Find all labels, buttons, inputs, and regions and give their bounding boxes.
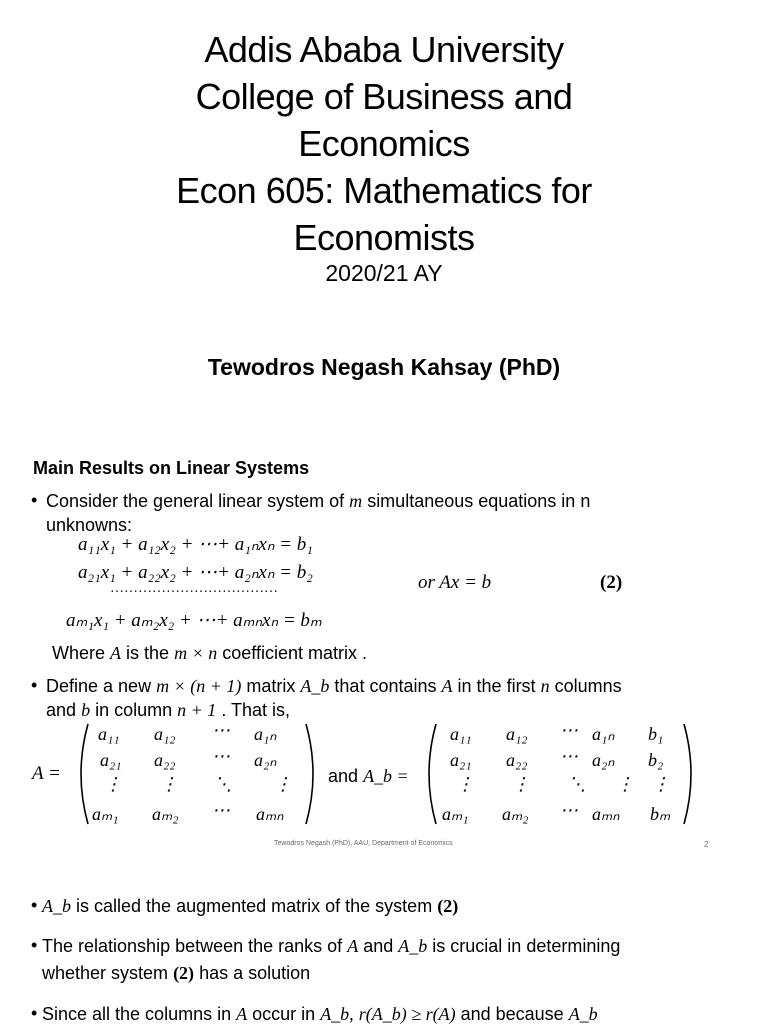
text-run: Since all the columns in	[42, 1004, 232, 1024]
matrix-cell: ⋮	[512, 774, 530, 794]
text-run: is the	[126, 643, 170, 663]
text-run: matrix	[246, 676, 296, 696]
matrix-cell: b₁	[648, 724, 664, 744]
text-run: and	[363, 936, 394, 956]
bullet-dot: •	[31, 1003, 38, 1023]
title-line: Econ 605: Mathematics for	[176, 170, 592, 211]
academic-year: 2020/21 AY	[325, 260, 443, 286]
text-run: is crucial in determining	[432, 936, 621, 956]
matrix-cell: ⋮	[616, 774, 634, 794]
matrix-cell: a₁ₙ	[592, 724, 615, 744]
right-paren-icon	[302, 722, 322, 826]
matrix-cell: a₁₂	[154, 724, 176, 744]
text-run: and	[46, 700, 77, 720]
bullet-dot: •	[31, 675, 38, 695]
matrix-cell: ⋯	[212, 800, 230, 820]
bullet-text	[42, 895, 458, 918]
matrix-cell: a₂₂	[506, 750, 528, 770]
page-number: 2	[704, 840, 709, 849]
bullet-text-cont: unknowns:	[46, 515, 133, 535]
matrix-cell: aₘ₁	[442, 804, 469, 824]
title-line: Addis Ababa University	[204, 29, 564, 70]
matrix-cell: a₂₁	[100, 750, 122, 770]
matrix-cell: ⋱	[214, 774, 232, 794]
math-var: A_b	[398, 936, 428, 956]
author-name: Tewodros Negash Kahsay (PhD)	[207, 354, 561, 380]
math-var: n	[540, 676, 550, 696]
matrix-cell: aₘₙ	[256, 804, 284, 824]
matrix-cell: a₂₁	[450, 750, 472, 770]
matrix-cell: ⋯	[560, 800, 578, 820]
math-var: A_b	[568, 1004, 598, 1024]
math-expr: A_b =	[363, 766, 409, 786]
title-line: Economists	[293, 217, 475, 258]
matrix-cell: ⋯	[560, 720, 578, 740]
bullet-dot: •	[31, 490, 38, 510]
matrix-cell: a₁ₙ	[254, 724, 277, 744]
text-run: . That is,	[221, 700, 291, 720]
equation-dots: ………………………………	[110, 581, 278, 596]
math-var: A_b,	[320, 1004, 354, 1024]
matrix-cell: ⋯	[560, 746, 578, 766]
bullet-dot: •	[31, 895, 38, 915]
matrix-cell: a₂₂	[154, 750, 176, 770]
text-run: and	[328, 766, 359, 786]
title-slide	[0, 0, 768, 418]
math-expr: r(A_b) ≥ r(A)	[358, 1004, 456, 1024]
text-run: is called the augmented matrix of the system	[76, 896, 433, 916]
math-var: b	[81, 700, 91, 720]
math-var: A	[347, 936, 359, 956]
matrix-cell: aₘ₂	[152, 804, 179, 824]
bullet-text	[46, 675, 622, 698]
matrix-cell: ⋮	[652, 774, 670, 794]
math-var: A_b	[300, 676, 330, 696]
matrix-cell: a₁₁	[98, 724, 120, 744]
matrix-cell: bₘ	[650, 804, 671, 824]
bullet-text	[46, 490, 590, 513]
math-var: A_b	[42, 896, 71, 916]
bullet-dot: •	[31, 935, 38, 955]
equation-row: aₘ₁x₁ + aₘ₂x₂ + ⋯+ aₘₙxₙ = bₘ	[66, 610, 322, 631]
matrix-cell: ⋱	[568, 774, 586, 794]
text-run: Where	[52, 643, 106, 663]
text-run: occur in	[252, 1004, 316, 1024]
matrix-cell: a₁₂	[506, 724, 528, 744]
matrix-cell: ⋮	[160, 774, 178, 794]
math-var: A	[441, 676, 453, 696]
equation-compact: or Ax = b	[418, 572, 492, 593]
slide-footer: Tewodros Negash (PhD), AAU, Department of Economics	[274, 840, 453, 847]
text-run: has a solution	[199, 963, 311, 983]
text-run: simultaneous equations in n	[367, 491, 591, 511]
bullet-text	[42, 1003, 598, 1026]
equation-ref: (2)	[437, 896, 459, 916]
matrix-a	[88, 720, 306, 824]
matrix-cell: aₘₙ	[592, 804, 620, 824]
math-expr: n + 1	[177, 700, 217, 720]
text-run: that contains	[334, 676, 437, 696]
text-run: The relationship between the ranks of	[42, 936, 343, 956]
text-run: and because	[460, 1004, 564, 1024]
equation-number: (2)	[600, 572, 623, 593]
math-expr: m × n	[174, 643, 218, 663]
matrix-cell: b₂	[648, 750, 664, 770]
slide-title	[0, 26, 768, 261]
text-run: columns	[554, 676, 622, 696]
matrix-cell: a₂ₙ	[592, 750, 615, 770]
matrix-cell: ⋮	[456, 774, 474, 794]
matrix-ab-label	[328, 765, 409, 788]
title-line: College of Business and	[195, 76, 573, 117]
equation-row: a₁₁x₁ + a₁₂x₂ + ⋯+ a₁ₙxₙ = b₁	[78, 534, 313, 555]
math-expr: m × (n + 1)	[156, 676, 242, 696]
matrix-cell: ⋯	[212, 720, 230, 740]
equation-row: a₂₁x₁ + a₂₂x₂ + ⋯+ a₂ₙxₙ = b₂	[78, 562, 313, 583]
matrix-cell: a₂ₙ	[254, 750, 277, 770]
math-var: A	[110, 643, 122, 663]
bullet-text-cont	[46, 699, 290, 722]
matrix-cell: aₘ₂	[502, 804, 529, 824]
title-line: Economics	[298, 123, 470, 164]
math-var: A	[236, 1004, 248, 1024]
matrix-cell: ⋯	[212, 746, 230, 766]
matrix-cell: a₁₁	[450, 724, 472, 744]
text-run: Define a new	[46, 676, 152, 696]
text-run: in column	[95, 700, 173, 720]
equation-ref: (2)	[173, 963, 195, 983]
text-run: coefficient matrix .	[222, 643, 367, 663]
text-run: Consider the general linear system of	[46, 491, 345, 511]
text-run: in the first	[457, 676, 536, 696]
matrix-cell: aₘ₁	[92, 804, 119, 824]
math-var: m	[349, 491, 363, 511]
bullet-text	[42, 935, 620, 958]
matrix-cell: ⋮	[104, 774, 122, 794]
section-heading: Main Results on Linear Systems	[33, 458, 310, 478]
text-run: whether system	[42, 963, 169, 983]
matrix-cell: ⋮	[274, 774, 292, 794]
matrix-a-label: A =	[32, 763, 61, 784]
bullet-text-cont	[42, 962, 310, 985]
matrix-ab	[436, 720, 692, 824]
right-paren-icon	[680, 722, 700, 826]
where-text	[52, 642, 367, 665]
